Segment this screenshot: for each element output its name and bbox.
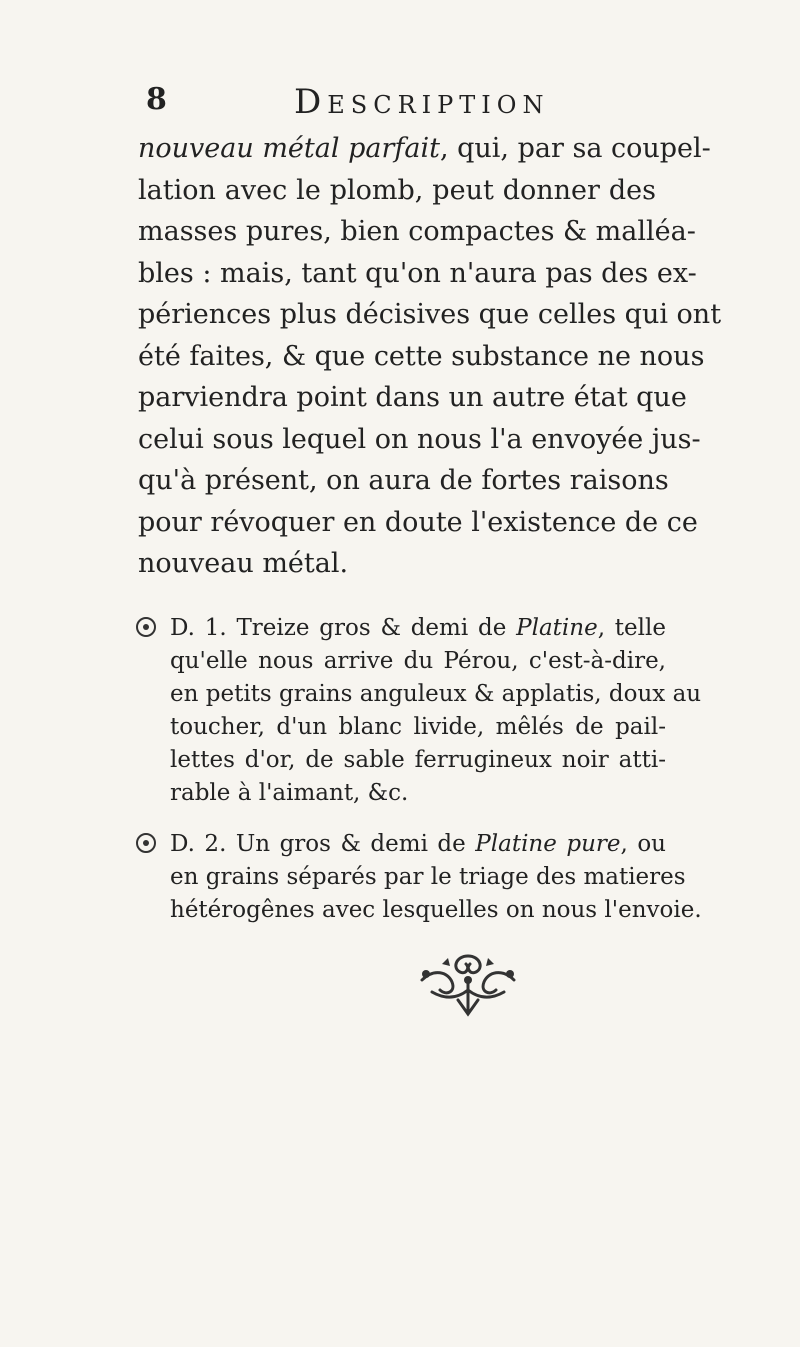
italic-term: Platine <box>516 615 598 641</box>
paragraph-line: bles : mais, tant qu'on n'aura pas des ex- <box>138 257 697 289</box>
entry-line: rable à l'aimant, &c. <box>170 780 409 806</box>
paragraph-line: lation avec le plomb, peut donner des <box>138 174 656 206</box>
page-header <box>146 82 666 122</box>
catalogue-entries <box>136 612 702 945</box>
circle-dot-icon <box>136 617 156 637</box>
entry-line: toucher, d'un blanc livide, mêlés de pail- <box>170 714 666 740</box>
paragraph-line: nouveau métal. <box>138 548 349 579</box>
paragraph-line: masses pures, bien compactes & malléa- <box>138 216 696 247</box>
paragraph-line: pour révoquer en doute l'existence de ce <box>138 506 698 538</box>
running-title: Description <box>294 82 550 122</box>
circle-dot-icon <box>136 833 156 853</box>
entry-line: en grains séparés par le triage des matieres <box>170 864 686 890</box>
paragraph-line: été faites, & que cette substance ne nous <box>138 340 705 372</box>
italic-term: Platine pure <box>475 831 621 857</box>
paragraph-line: nouveau métal parfait, qui, par sa coupel- <box>138 133 711 164</box>
main-paragraph <box>138 128 722 585</box>
entry-line: hétérogênes avec lesquelles on nous l'envoie. <box>170 897 702 923</box>
paragraph-line: celui sous lequel on nous l'a envoyée jus- <box>138 423 701 455</box>
entry-line: lettes d'or, de sable ferrugineux noir atti- <box>170 747 666 773</box>
entry-line: en petits grains anguleux & applatis, doux au <box>170 681 702 707</box>
paragraph-line: parviendra point dans un autre état que <box>138 382 687 413</box>
italic-phrase: nouveau métal parfait <box>138 133 440 164</box>
paragraph-line: périences plus décisives que celles qui ont <box>138 299 722 330</box>
floral-tailpiece-icon <box>412 950 524 1020</box>
entry-line: D. 2. Un gros & demi de Platine pure, ou <box>136 828 666 861</box>
catalogue-entry <box>136 828 702 927</box>
paragraph-line: qu'à présent, on aura de fortes raisons <box>138 465 669 496</box>
entry-line: D. 1. Treize gros & demi de Platine, telle <box>136 612 666 645</box>
entry-line: qu'elle nous arrive du Pérou, c'est-à-dire, <box>170 648 666 674</box>
catalogue-entry <box>136 612 702 810</box>
page-number: 8 <box>146 82 167 117</box>
